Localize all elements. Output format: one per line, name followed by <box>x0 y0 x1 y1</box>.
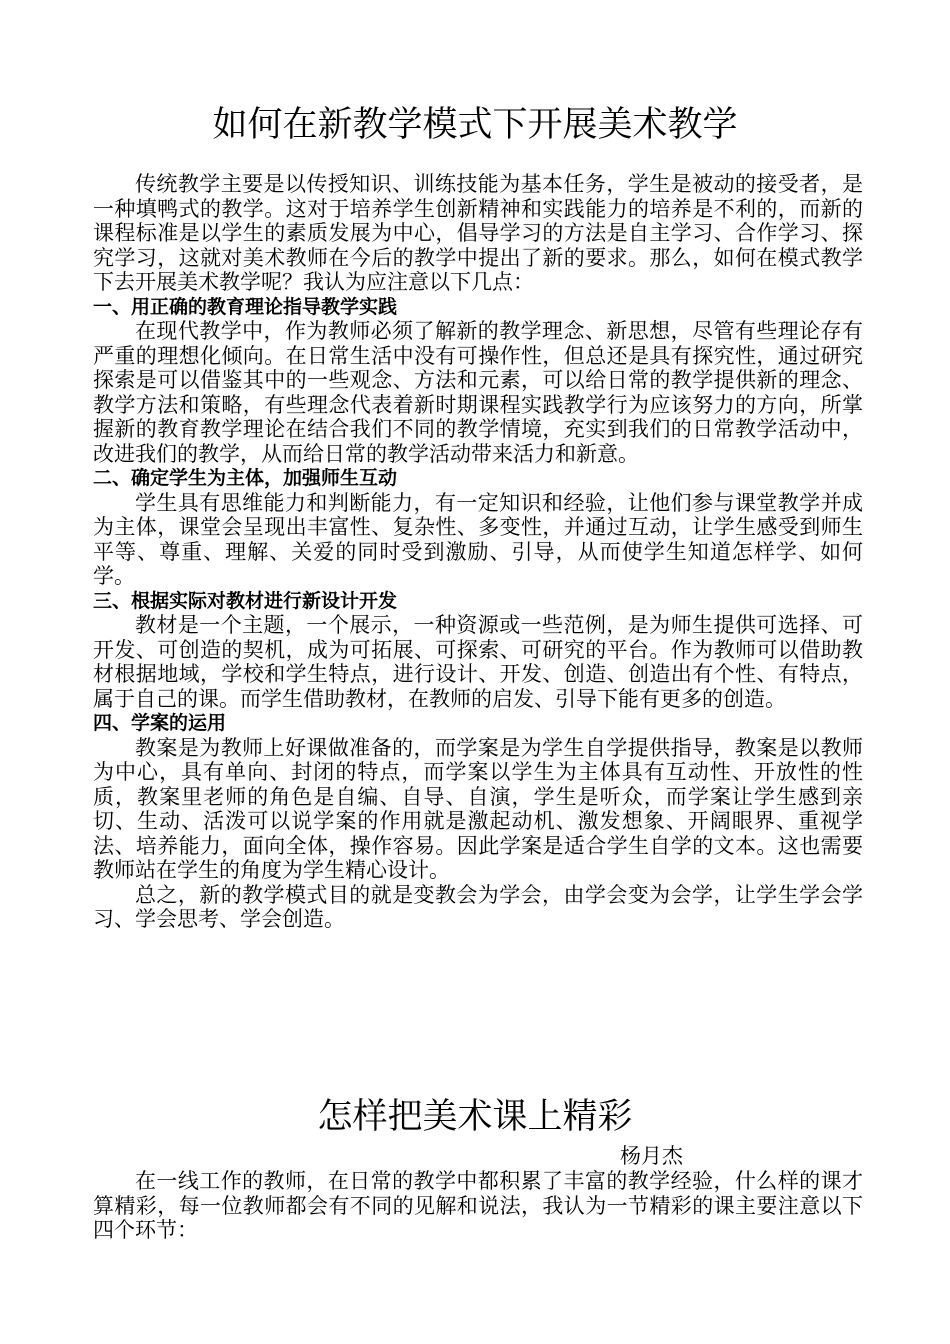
section4-heading: 四、学案的运用 <box>93 712 227 734</box>
article2-author: 杨月杰 <box>620 1144 683 1168</box>
article1-intro: 传统教学主要是以传授知识、训练技能为基本任务，学生是被动的接受者，是一种填鸭式的教学。这对于培养学生创新精神和实践能力的培养是不利的，而新的课程标准是以学生的素质发展为中心，倡导学习的方法是自主学习、合作学习、探究学习，这就对美术教师在今后的教学中提出了新的要求。那么，如何在模式教学下去开展美术教学呢？我认为应注意以下几点： <box>93 172 863 294</box>
section1-body: 在现代教学中，作为教师必须了解新的教学理念、新思想，尽管有些理论存有严重的理想化倾向。在日常生活中没有可操作性，但总还是具有探究性，通过研究探索是可以借鉴其中的一些观念、方法和元素，可以给日常的教学提供新的理念、教学方法和策略，有些理念代表着新时期课程实践教学行为应该努力的方向，所掌握新的教育教学理论在结合我们不同的教学情境，充实到我们的日常教学活动中，改进我们的教学，从而给日常的教学活动带来活力和新意。 <box>93 319 863 466</box>
article1-conclusion: 总之，新的教学模式目的就是变教会为学会，由学会变为会学，让学生学会学习、学会思考、学会创造。 <box>93 882 863 931</box>
article1-title: 如何在新教学模式下开展美术教学 <box>212 105 738 145</box>
section3-body: 教材是一个主题，一个展示，一种资源或一些范例，是为师生提供可选择、可开发、可创造的契机，成为可拓展、可探索、可研究的平台。作为教师可以借助教材根据地域，学校和学生特点，进行设计、开发、创造、创造出有个性、有特点，属于自己的课。而学生借助教材，在教师的启发、引导下能有更多的创造。 <box>93 613 863 711</box>
article2-body <box>93 1169 863 1243</box>
section2-body: 学生具有思维能力和判断能力，有一定知识和经验，让他们参与课堂教学并成为主体，课堂会呈现出丰富性、复杂性、多变性，并通过互动，让学生感受到师生平等、尊重、理解、关爱的同时受到激励、引导，从而使学生知道怎样学、如何学。 <box>93 490 863 588</box>
article2-intro: 在一线工作的教师，在日常的教学中都积累了丰富的教学经验，什么样的课才算精彩，每一位教师都会有不同的见解和说法，我认为一节精彩的课主要注意以下四个环节： <box>93 1169 863 1242</box>
section4-body: 教案是为教师上好课做准备的，而学案是为学生自学提供指导，教案是以教师为中心，具有单向、封闭的特点，而学案以学生为主体具有互动性、开放性的性质，教案里老师的角色是自编、自导、自演，学生是听众，而学案让学生感到亲切、生动、活泼可以说学案的作用就是激起动机、激发想象、开阔眼界、重视学法、培养能力，面向全体，操作容易。因此学案是适合学生自学的文本。这也需要教师站在学生的角度为学生精心设计。 <box>93 735 863 882</box>
section3-heading: 三、根据实际对教材进行新设计开发 <box>93 589 398 612</box>
article1-body <box>93 172 863 932</box>
article2-title: 怎样把美术课上精彩 <box>317 1097 633 1137</box>
section2-heading: 二、确定学生为主体，加强师生互动 <box>93 467 398 489</box>
section1-heading: 一、用正确的教育理论指导教学实践 <box>93 295 398 318</box>
